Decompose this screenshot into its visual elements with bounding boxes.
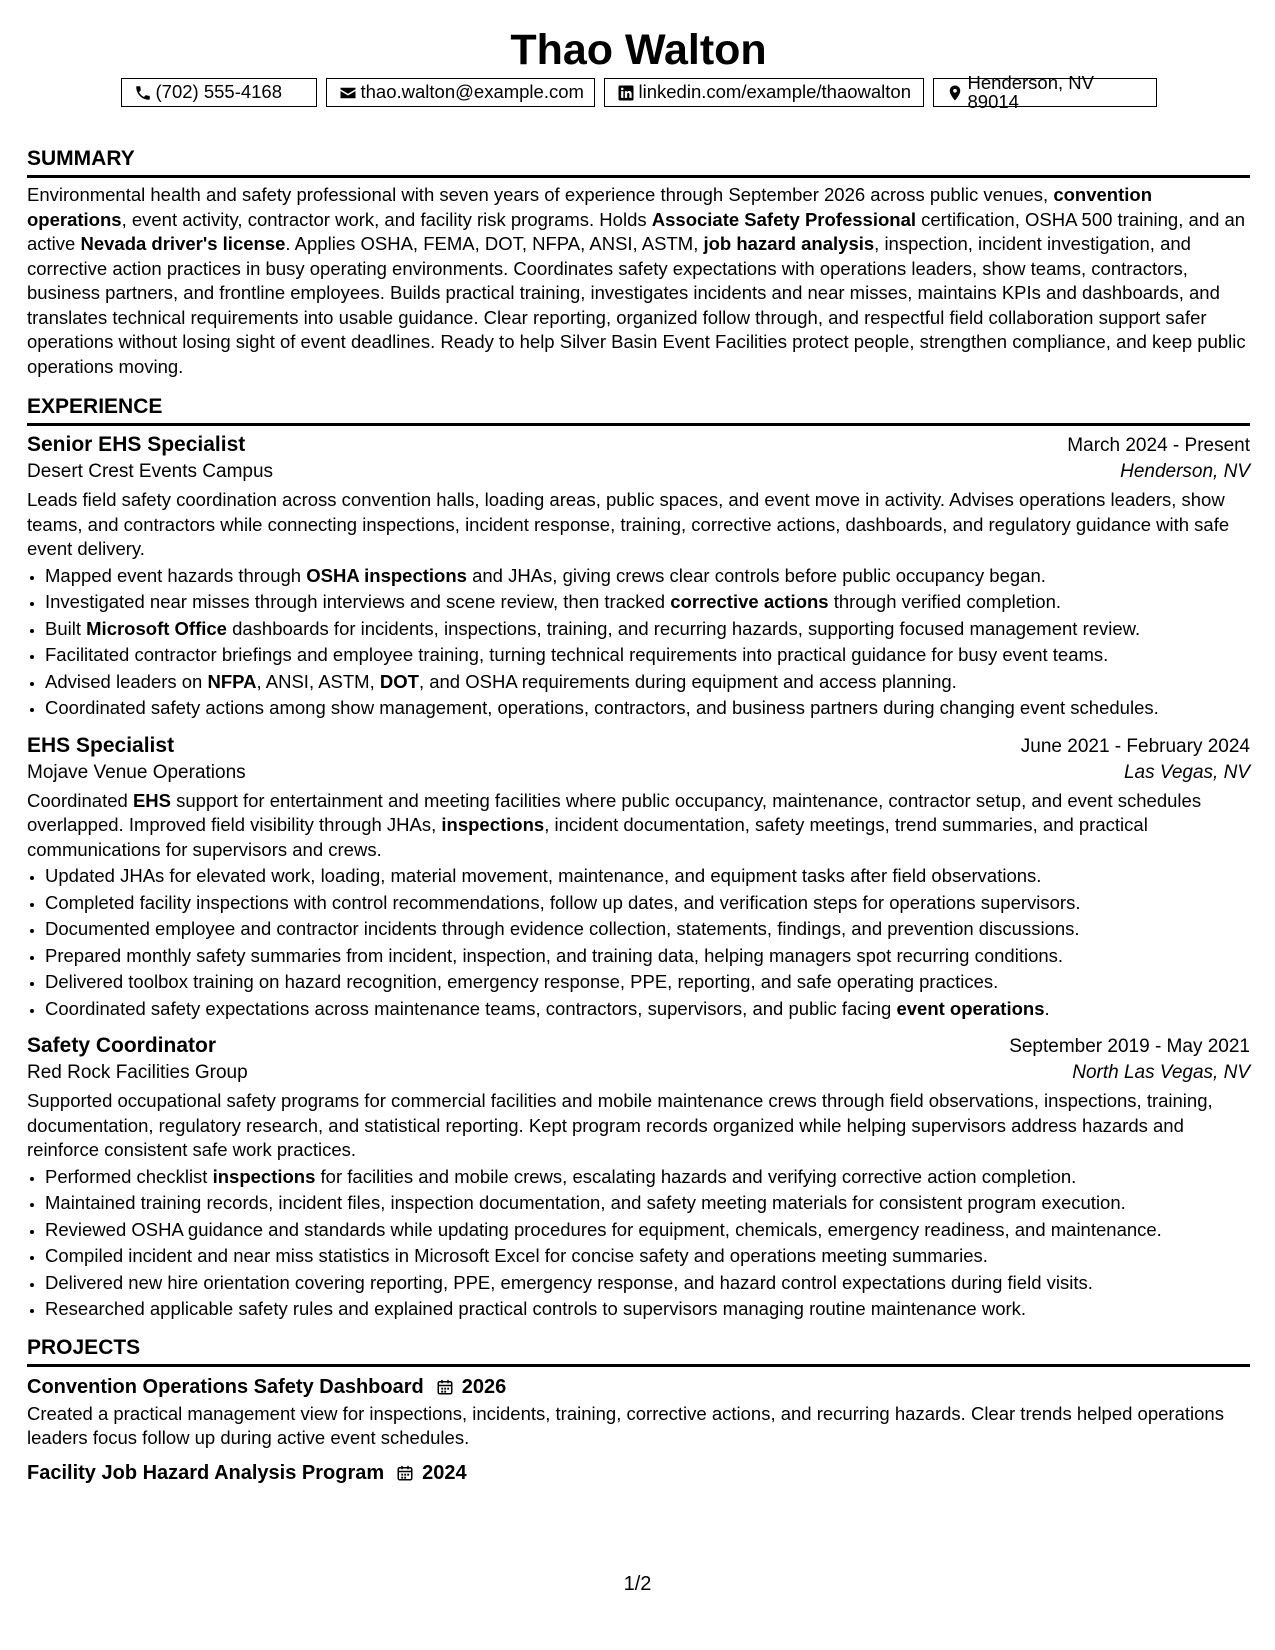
- bold-keyword: DOT: [379, 670, 419, 692]
- job-bullet: • Performed checklist inspections for facilities and mobile crews, escalating hazards and verifying corrective action completion.: [45, 1165, 1250, 1190]
- envelope-icon: [339, 84, 357, 102]
- job-bullets: [27, 564, 1250, 721]
- linkedin-text: linkedin.com/example/thaowalton: [638, 81, 912, 103]
- contact-bar: [27, 72, 1250, 112]
- project-entry: [27, 1462, 1250, 1485]
- section-title-summary: SUMMARY: [27, 148, 1250, 178]
- bold-keyword: corrective actions: [670, 591, 829, 612]
- bold-keyword: inspections: [212, 1165, 316, 1187]
- job-description: Leads field safety coordination across convention halls, loading areas, public spaces, and event move in activity. Advises operations leaders, show teams, and contractors while connecting inspections, incident response, training, corrective actions, dashboards, and regulatory guidance with safe event delivery.: [27, 489, 1230, 559]
- job-title: Senior EHS Specialist: [27, 433, 246, 456]
- job-dates: June 2021 - February 2024: [1020, 735, 1250, 757]
- job-bullet: • Delivered new hire orientation covering reporting, PPE, emergency response, and hazard control expectations during field visits.: [45, 1271, 1250, 1296]
- job-list: [27, 433, 1250, 1322]
- bold-keyword: convention operations: [27, 184, 1152, 230]
- experience-section: [27, 396, 1250, 1322]
- job-bullet: • Compiled incident and near miss statistics in Microsoft Excel for concise safety and operations meeting summaries.: [45, 1244, 1250, 1269]
- job-bullet: • Advised leaders on NFPA, ANSI, ASTM, DOT, and OSHA requirements during equipment and access planning.: [45, 670, 1250, 695]
- summary-text: Environmental health and safety professional with seven years of experience through September 2026 across public venues, convention operations, event activity, contractor work, and facility risk programs. Holds Associate Safety Professional certification, OSHA 500 training, and an active Nevada driver's license. Applies OSHA, FEMA, DOT, NFPA, ANSI, ASTM, job hazard analysis, inspection, incident investigation, and corrective action practices in busy operating environments. Coordinates safety expectations with operations leaders, show teams, contractors, business partners, and frontline employees. Builds practical training, investigates incidents and near misses, maintains KPIs and dashboards, and translates technical requirements into usable guidance. Clear reporting, organized follow through, and respectful field collaboration support safer operations without losing sight of event deadlines. Ready to help Silver Basin Event Facilities protect people, strengthen compliance, and keep public operations moving.: [27, 184, 1246, 377]
- job-entry: [27, 433, 1250, 721]
- project-year: 2026: [461, 1375, 507, 1398]
- candidate-name: Thao Walton: [510, 26, 767, 74]
- job-title: EHS Specialist: [27, 733, 175, 757]
- job-company: Red Rock Facilities Group: [27, 1062, 248, 1083]
- calendar-icon: [396, 1464, 414, 1482]
- job-dates: March 2024 - Present: [1067, 435, 1250, 456]
- job-location: North Las Vegas, NV: [1072, 1062, 1250, 1083]
- job-bullet: • Coordinated safety actions among show management, operations, contractors, and business partners during changing event schedules.: [45, 696, 1250, 721]
- phone-icon: [134, 84, 152, 102]
- bold-keyword: OSHA inspections: [306, 564, 467, 586]
- project-description: Created a practical management view for inspections, incidents, training, corrective actions, and recurring hazards. Clear trends helped operations leaders focus follow up during active event schedules.: [27, 1402, 1224, 1448]
- project-name: Convention Operations Safety Dashboard: [27, 1375, 424, 1398]
- section-title-experience: EXPERIENCE: [27, 396, 1250, 426]
- job-bullet: • Researched applicable safety rules and explained practical controls to supervisors managing routine maintenance work.: [45, 1297, 1250, 1322]
- summary-section: [27, 148, 1250, 379]
- job-bullet: • Investigated near misses through interviews and scene review, then tracked corrective actions through verified completion.: [45, 590, 1250, 615]
- bold-keyword: job hazard analysis: [703, 233, 875, 254]
- project-name: Facility Job Hazard Analysis Program: [27, 1461, 385, 1484]
- bold-keyword: Nevada driver's license: [80, 233, 286, 254]
- job-bullet: • Prepared monthly safety summaries from incident, inspection, and training data, helping managers spot recurring conditions.: [45, 944, 1250, 969]
- linkedin-chip[interactable]: [604, 78, 924, 107]
- job-bullet: • Mapped event hazards through OSHA inspections and JHAs, giving crews clear controls before public occupancy began.: [45, 564, 1250, 589]
- job-bullet: • Completed facility inspections with control recommendations, follow up dates, and verification steps for operations supervisors.: [45, 891, 1250, 916]
- page-number: 1/2: [623, 1573, 652, 1595]
- job-company: Mojave Venue Operations: [27, 761, 246, 783]
- phone-chip[interactable]: [121, 78, 317, 107]
- job-bullet: • Maintained training records, incident files, inspection documentation, and safety meeting materials for consistent program execution.: [45, 1191, 1250, 1216]
- job-bullet: • Documented employee and contractor incidents through evidence collection, statements, findings, and prevention discussions.: [45, 917, 1250, 942]
- bold-keyword: Microsoft Office: [86, 617, 227, 639]
- map-pin-icon: [946, 84, 964, 102]
- job-entry: [27, 1034, 1250, 1322]
- resume-page: [27, 0, 1250, 1485]
- job-entry: [27, 734, 1250, 1022]
- bold-keyword: inspections: [441, 814, 545, 835]
- email-text: thao.walton@example.com: [360, 81, 584, 103]
- email-chip[interactable]: [326, 78, 595, 107]
- project-entry: [27, 1376, 1250, 1451]
- job-location: Henderson, NV: [1120, 461, 1250, 482]
- job-title: Safety Coordinator: [27, 1034, 217, 1057]
- location-chip: [933, 72, 1157, 112]
- job-description: Supported occupational safety programs for commercial facilities and mobile maintenance crews through field observations, inspections, training, documentation, regulatory research, and statistical reporting. Kept program records organized while helping supervisors address hazards and reinforce consistent safe work practices.: [27, 1090, 1213, 1160]
- bold-keyword: Associate Safety Professional: [651, 208, 916, 230]
- linkedin-icon: [617, 84, 635, 102]
- section-title-projects: PROJECTS: [27, 1337, 1250, 1367]
- job-bullet: • Delivered toolbox training on hazard recognition, emergency response, PPE, reporting, and safe operating practices.: [45, 970, 1250, 995]
- calendar-icon: [436, 1378, 454, 1396]
- project-list: [27, 1376, 1250, 1485]
- projects-section: [27, 1337, 1250, 1485]
- job-bullet: • Updated JHAs for elevated work, loading, material movement, maintenance, and equipment tasks after field observations.: [45, 864, 1250, 889]
- job-bullet: • Coordinated safety expectations across maintenance teams, contractors, supervisors, and public facing event operations.: [45, 997, 1250, 1022]
- bold-keyword: NFPA: [207, 670, 257, 692]
- job-bullet: • Facilitated contractor briefings and employee training, turning technical requirements into practical guidance for busy event teams.: [45, 643, 1250, 668]
- location-text: Henderson, NV 89014: [967, 72, 1094, 112]
- bold-keyword: event operations: [896, 997, 1045, 1019]
- job-bullets: [27, 864, 1250, 1021]
- job-dates: September 2019 - May 2021: [1009, 1036, 1250, 1057]
- job-bullet: • Built Microsoft Office dashboards for incidents, inspections, training, and recurring hazards, supporting focused management review.: [45, 617, 1250, 642]
- bold-keyword: EHS: [132, 789, 171, 811]
- job-location: Las Vegas, NV: [1123, 761, 1250, 783]
- phone-text: (702) 555-4168: [155, 81, 283, 103]
- job-description: Coordinated EHS support for entertainment and meeting facilities where public occupancy, maintenance, contractor setup, and event schedules overlapped. Improved field visibility through JHAs, inspections, incident documentation, safety meetings, trend summaries, and practical communications for supervisors and crews.: [27, 789, 1202, 860]
- job-company: Desert Crest Events Campus: [27, 461, 274, 482]
- project-year: 2024: [422, 1461, 467, 1484]
- job-bullets: [27, 1165, 1250, 1322]
- job-bullet: • Reviewed OSHA guidance and standards while updating procedures for equipment, chemicals, emergency readiness, and maintenance.: [45, 1218, 1250, 1243]
